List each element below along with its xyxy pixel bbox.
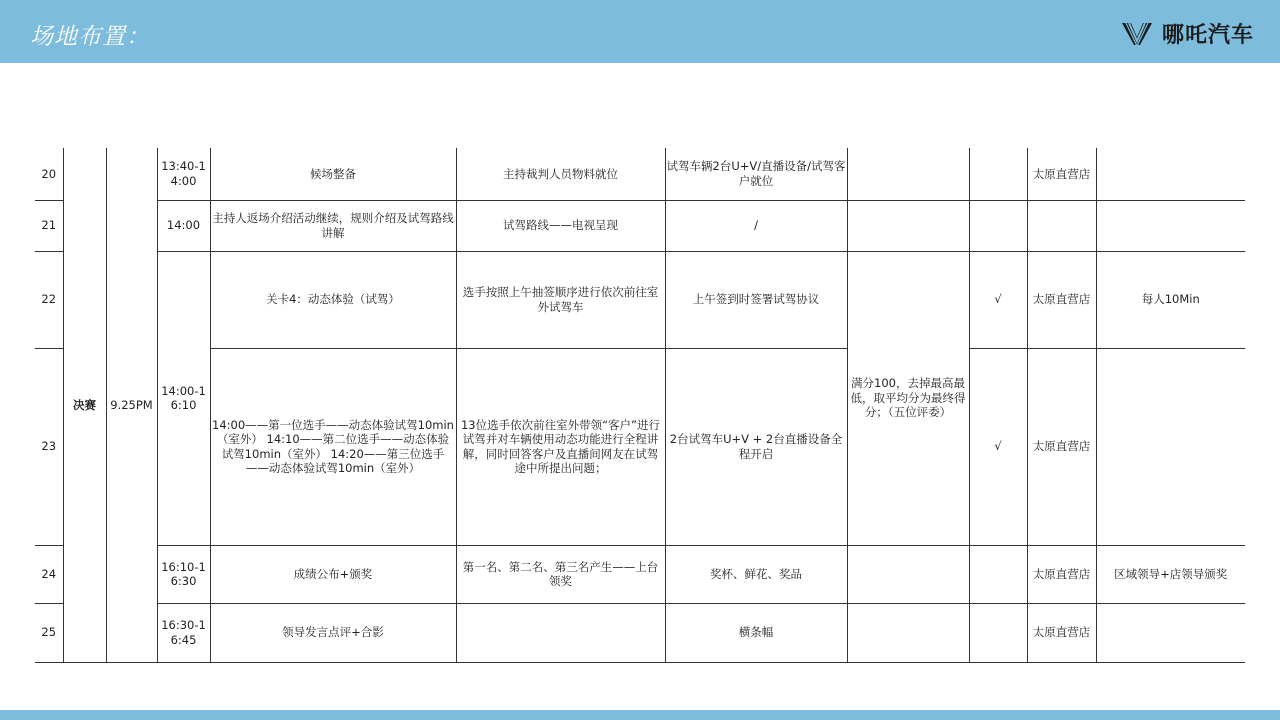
note-cell [1096, 200, 1245, 251]
content-cell [456, 603, 665, 662]
page-title: 场地布置： [30, 24, 150, 50]
table-row [35, 348, 1245, 545]
content-cell: 试驾路线——电视呈现 [456, 200, 665, 251]
location-cell: 太原直营店 [1027, 251, 1096, 348]
row-number: 20 [35, 148, 63, 200]
time-cell: 16:10-16:30 [157, 545, 210, 603]
check-cell [969, 148, 1027, 200]
table-row [35, 148, 1245, 200]
row-number: 23 [35, 348, 63, 545]
content-cell: 13位选手依次前往室外带领“客户”进行试驾并对车辆使用动态功能进行全程讲解，同时回答客户及直播间网友在试驾途中所提出问题； [456, 348, 665, 545]
footer-bar [0, 710, 1280, 720]
score-cell [847, 200, 969, 251]
date-cell: 9.25PM [106, 148, 157, 662]
content-cell: 第一名、第二名、第三名产生——上台领奖 [456, 545, 665, 603]
item-cell: 候场整备 [210, 148, 456, 200]
time-cell: 13:40-14:00 [157, 148, 210, 200]
table-row [35, 200, 1245, 251]
header-bar [0, 0, 1280, 63]
row-number: 24 [35, 545, 63, 603]
note-cell [1096, 348, 1245, 545]
score-cell [847, 545, 969, 603]
brand-logo [1120, 18, 1254, 48]
note-cell [1096, 603, 1245, 662]
materials-cell: 2台试驾车U+V + 2台直播设备全程开启 [665, 348, 847, 545]
materials-cell: 横条幅 [665, 603, 847, 662]
brand-name: 哪吒汽车 [1161, 22, 1254, 48]
note-cell [1096, 148, 1245, 200]
score-cell [847, 148, 969, 200]
time-cell: 16:30-16:45 [157, 603, 210, 662]
location-cell: 太原直营店 [1027, 545, 1096, 603]
check-cell [969, 545, 1027, 603]
location-cell: 太原直营店 [1027, 148, 1096, 200]
item-cell: 主持人返场介绍活动继续，规则介绍及试驾路线讲解 [210, 200, 456, 251]
score-cell [847, 603, 969, 662]
item-cell: 关卡4：动态体验（试驾） [210, 251, 456, 348]
row-number: 22 [35, 251, 63, 348]
check-cell: √ [969, 251, 1027, 348]
stage-cell: 决赛 [63, 148, 106, 662]
table-row [35, 545, 1245, 603]
location-cell: 太原直营店 [1027, 603, 1096, 662]
materials-cell: / [665, 200, 847, 251]
materials-cell: 奖杯、鲜花、奖品 [665, 545, 847, 603]
neta-logo-icon [1120, 19, 1154, 47]
score-cell: 满分100，去掉最高最低，取平均分为最终得分；（五位评委） [847, 251, 969, 545]
table-row [35, 603, 1245, 662]
check-cell [969, 603, 1027, 662]
item-cell: 领导发言点评+合影 [210, 603, 456, 662]
table-row [35, 251, 1245, 348]
note-cell: 区域领导+店领导颁奖 [1096, 545, 1245, 603]
location-cell [1027, 200, 1096, 251]
time-cell: 14:00 [157, 200, 210, 251]
materials-cell: 上午签到时签署试驾协议 [665, 251, 847, 348]
note-cell: 每人10Min [1096, 251, 1245, 348]
check-cell [969, 200, 1027, 251]
item-cell: 成绩公布+颁奖 [210, 545, 456, 603]
content-cell: 选手按照上午抽签顺序进行依次前往室外试驾车 [456, 251, 665, 348]
item-cell: 14:00——第一位选手——动态体验试驾10min（室外） 14:10——第二位选手——动态体验试驾10min（室外） 14:20——第三位选手——动态体验试驾10min（室外） [210, 348, 456, 545]
location-cell: 太原直营店 [1027, 348, 1096, 545]
time-cell: 14:00-16:10 [157, 251, 210, 545]
content-cell: 主持裁判人员物料就位 [456, 148, 665, 200]
schedule-table [35, 148, 1245, 663]
materials-cell: 试驾车辆2台U+V/直播设备/试驾客户就位 [665, 148, 847, 200]
row-number: 21 [35, 200, 63, 251]
row-number: 25 [35, 603, 63, 662]
check-cell: √ [969, 348, 1027, 545]
